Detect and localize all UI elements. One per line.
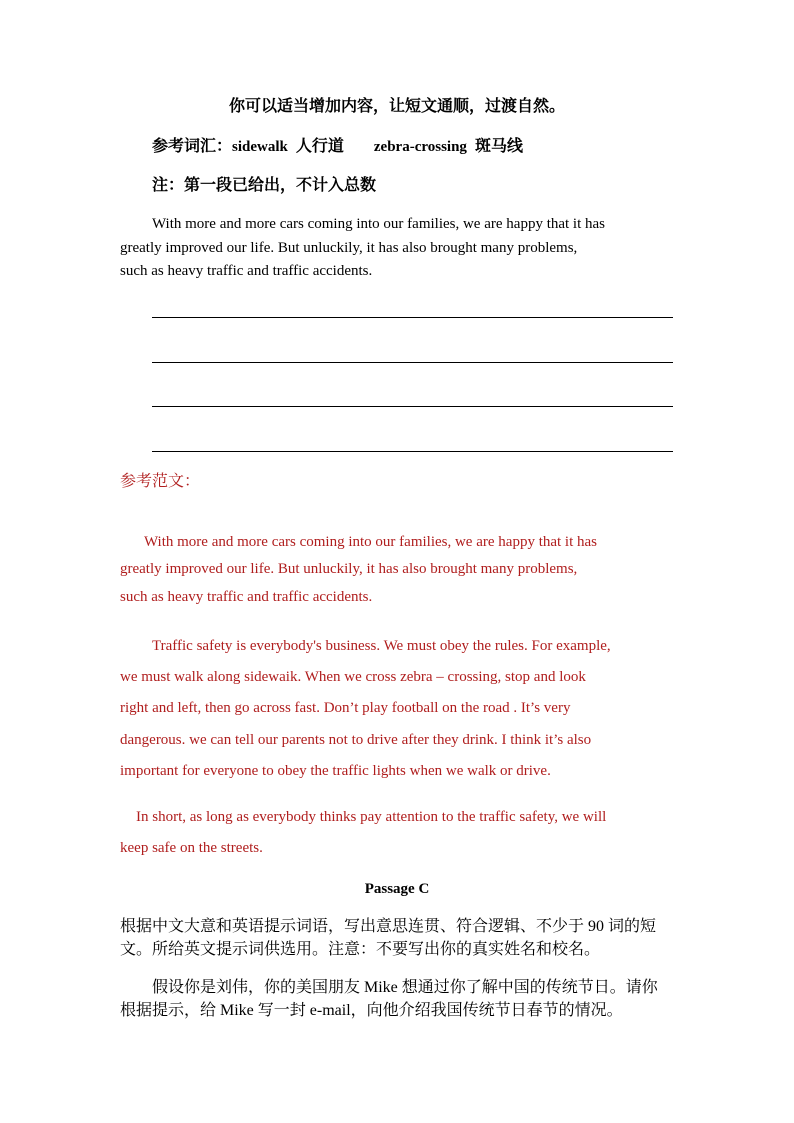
sample-para2-line-3: right and left, then go across fast. Don’t play football on the road . It’s very xyxy=(120,700,571,716)
sample-para2-line-5: important for everyone to obey the traffic lights when we walk or drive. xyxy=(120,763,551,779)
note-line: 注：第一段已给出，不计入总数 xyxy=(152,177,377,194)
vocab-1-cn: 人行道 xyxy=(295,138,344,155)
passage-c-task-line-2: 根据提示，给 Mike 写一封 e-mail，向他介绍我国传统节日春节的情况。 xyxy=(120,1002,623,1019)
sample-para1-line-3: such as heavy traffic and traffic accidents. xyxy=(120,589,373,605)
sample-para1-line-1: With more and more cars coming into our families, we are happy that it has xyxy=(144,534,598,550)
sample-para1-line-2: greatly improved our life. But unluckily, it has also brought many problems, xyxy=(120,561,578,577)
passage-c-intro-line-1: 根据中文大意和英语提示词语，写出意思连贯、符合逻辑、不少于 90 词的短 xyxy=(120,918,657,935)
passage-c-task-line-1: 假设你是刘伟，你的美国朋友 Mike 想通过你了解中国的传统节日。请你 xyxy=(152,979,658,996)
sample-para2-line-4: dangerous. we can tell our parents not to drive after they drink. I think it’s also xyxy=(120,732,592,748)
sample-para2-line-2: we must walk along sidewaik. When we cross zebra – crossing, stop and look xyxy=(120,669,586,685)
vocab-prefix: 参考词汇： xyxy=(152,138,233,155)
passage-c-intro-line-2: 文。所给英文提示词供选用。注意：不要写出你的真实姓名和校名。 xyxy=(120,941,601,958)
answer-line xyxy=(152,362,673,363)
answer-line xyxy=(152,406,673,407)
vocab-2-en: zebra-crossing xyxy=(373,139,467,155)
passage-c-title: Passage C xyxy=(364,881,430,897)
given-paragraph-line-2: greatly improved our life. But unluckily, it has also brought many problems, xyxy=(120,240,578,256)
vocab-2-cn: 斑马线 xyxy=(474,138,523,155)
answer-line xyxy=(152,451,673,452)
extra-note: 你可以适当增加内容，让短文通顺，过渡自然。 xyxy=(228,98,565,115)
given-paragraph-line-1: With more and more cars coming into our families, we are happy that it has xyxy=(152,216,606,232)
sample-para3-line-2: keep safe on the streets. xyxy=(120,840,263,856)
sample-para2-line-1: Traffic safety is everybody's business. We must obey the rules. For example, xyxy=(152,638,611,654)
given-paragraph-line-3: such as heavy traffic and traffic accidents. xyxy=(120,263,373,279)
answer-line xyxy=(152,317,673,318)
sample-heading: 参考范文： xyxy=(120,473,201,490)
sample-para3-line-1: In short, as long as everybody thinks pay attention to the traffic safety, we will xyxy=(136,809,607,825)
vocab-line xyxy=(152,137,523,157)
vocab-1-en: sidewalk xyxy=(232,139,288,155)
